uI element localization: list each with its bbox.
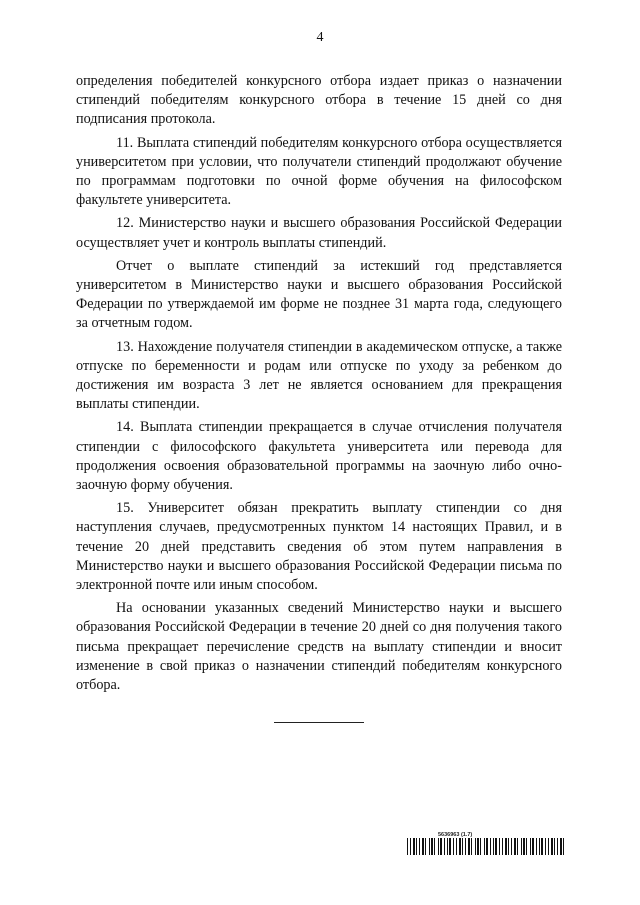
paragraph-12: 12. Министерство науки и высшего образования Российской Федерации осуществляет учет и контроль выплаты стипендий. [76, 215, 562, 251]
barcode-icon [407, 838, 564, 855]
paragraph-15: 15. Университет обязан прекратить выплату стипендии со дня наступления случаев, предусмотренных пунктом 14 настоящих Правил, и в течение 20 дней представить сведения об этом путем направления в Министерство науки и высшего образования Российской Федерации письма по электронной почте или иным способом. [76, 500, 562, 594]
barcode-label: 5636963 (1.7) [438, 832, 473, 838]
paragraph-15-followup: На основании указанных сведений Министерство науки и высшего образования Российской Федерации в течение 20 дней со дня получения такого письма прекращает перечисление средств на выплату стипендии и вносит изменение в свой приказ о назначении стипендий победителям конкурсного отбора. [76, 600, 562, 694]
end-divider [274, 722, 364, 723]
paragraph-14: 14. Выплата стипендии прекращается в случае отчисления получателя стипендии с философского факультета университета или перевода для продолжения освоения образовательной программы на заочную либо очно-заочную форму обучения. [76, 419, 562, 494]
document-body [76, 72, 562, 699]
paragraph-13: 13. Нахождение получателя стипендии в академическом отпуске, а также отпуске по беременности и родам или отпуске по уходу за ребенком до достижения им возраста 3 лет не является основанием для прекращения выплаты стипендии. [76, 338, 562, 413]
paragraph-continuation: определения победителей конкурсного отбора издает приказ о назначении стипендий победителям конкурсного отбора в течение 15 дней со дня подписания протокола. [76, 73, 562, 128]
paragraph-11: 11. Выплата стипендий победителям конкурсного отбора осуществляется университетом при условии, что получатели стипендий продолжают обучение по программам подготовки по очной форме обучения на философском факультете университета. [76, 134, 562, 209]
paragraph-12-report: Отчет о выплате стипендий за истекший год представляется университетом в Министерство науки и высшего образования Российской Федерации по утверждаемой им форме не позднее 31 марта года, следующего за отчетным годом. [76, 257, 562, 332]
page-number: 4 [316, 30, 324, 45]
